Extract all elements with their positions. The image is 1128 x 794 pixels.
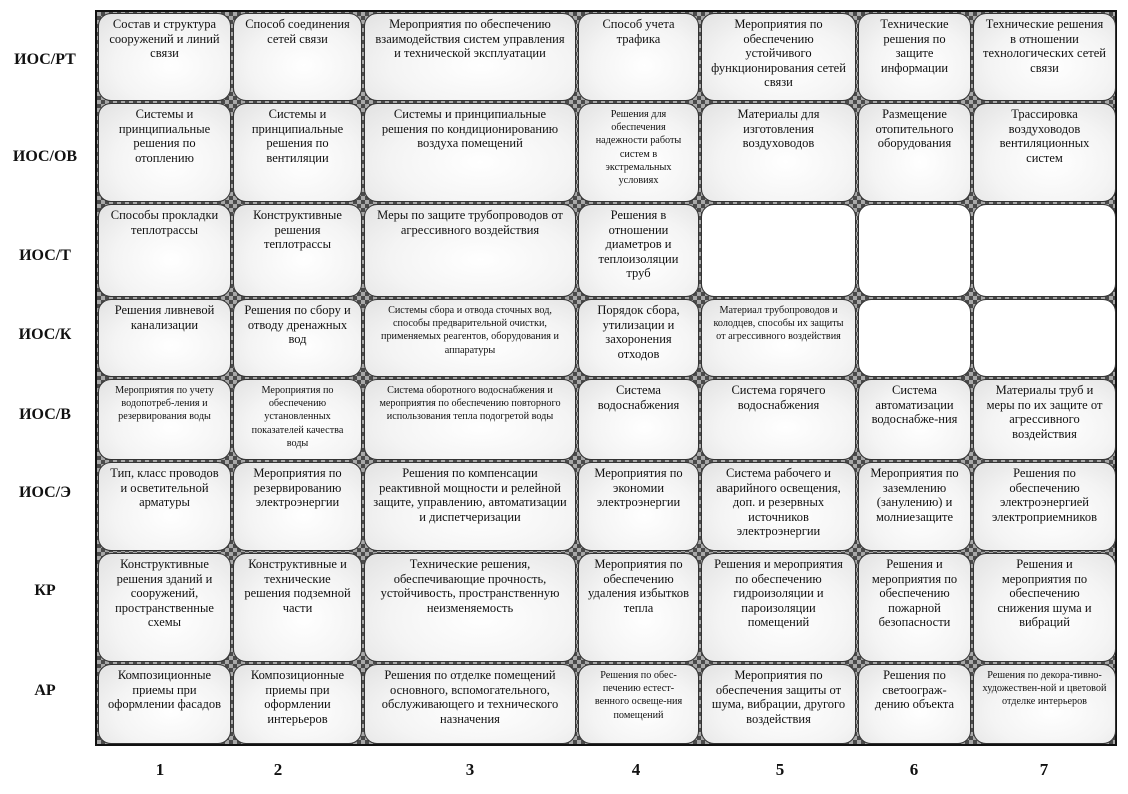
cell-text: Способ учета трафика: [602, 17, 675, 46]
matrix-cell: [578, 13, 699, 101]
matrix-cell: [858, 664, 971, 744]
matrix-cell: [858, 553, 971, 662]
cell-text: Решения по отделке помещений основного, вспомогательного, обслуживающего и технического назначения: [381, 668, 559, 726]
cell-text: Конструктивные решения зданий и сооружений, пространственные схемы: [115, 557, 214, 630]
column-label: 1: [155, 760, 165, 779]
cell-text: Решения по светоограж-дению объекта: [874, 668, 955, 712]
cell-text: Трассировка воздуховодов вентиляционных систем: [999, 107, 1090, 165]
matrix-cell: [858, 13, 971, 101]
matrix-cell: [578, 103, 699, 202]
matrix-cell: [364, 299, 576, 377]
matrix-cell: [701, 13, 856, 101]
cell-text: Способы прокладки теплотрассы: [110, 208, 219, 237]
cell-text: Решения по обеспечению электроэнергией электроприемников: [991, 466, 1097, 524]
cell-text: Система автоматизации водоснабже-ния: [871, 383, 958, 427]
matrix-cell: [578, 553, 699, 662]
matrix-cell: [973, 462, 1116, 551]
cell-text: Конструктивные решения теплотрассы: [253, 208, 342, 252]
cell-text: Технические решения по защите информации: [880, 17, 949, 75]
empty-matrix-cell: [701, 204, 856, 297]
column-label: 3: [465, 760, 475, 779]
matrix-cell: [98, 204, 231, 297]
empty-matrix-cell: [973, 204, 1116, 297]
column-label: 6: [909, 760, 919, 779]
cell-text: Решения для обеспечения надежности работы систем в экстремальных условиях: [595, 109, 682, 187]
cell-text: Система водоснабжения: [597, 383, 680, 412]
cell-text: Мероприятия по заземлению (занулению) и молниезащите: [870, 466, 959, 524]
cell-text: Материалы для изготовления воздуховодов: [737, 107, 820, 151]
cell-text: Мероприятия по обеспечению взаимодействия систем управления и технической эксплуатации: [375, 17, 565, 61]
column-label: 5: [775, 760, 785, 779]
cell-text: Система рабочего и аварийного освещения, доп. и резервных источников электроэнергии: [716, 466, 841, 539]
matrix-cell: [973, 13, 1116, 101]
matrix-cell: [364, 13, 576, 101]
cell-text: Решения и мероприятия по обеспечению снижения шума и вибраций: [997, 557, 1092, 630]
cell-text: Системы и принципиальные решения по кондиционированию воздуха помещений: [381, 107, 559, 151]
cell-text: Меры по защите трубопроводов от агрессивного воздействия: [377, 208, 563, 237]
matrix-cell: [98, 379, 231, 460]
matrix-cell: [973, 664, 1116, 744]
cell-text: Системы сбора и отвода сточных вод, способы предварительной очистки, применяемых реагентов, оборудования и аппаратуры: [381, 305, 559, 356]
cell-text: Решения ливневой канализации: [114, 303, 215, 332]
matrix-cell: [364, 664, 576, 744]
cell-text: Технические решения в отношении технологических сетей связи: [983, 17, 1106, 75]
cell-text: Мероприятия по обеспечению удаления избытков тепла: [588, 557, 689, 615]
cell-text: Мероприятия по обеспечению устойчивого функционирования сетей связи: [711, 17, 846, 90]
row-label: ИОС/В: [19, 406, 71, 423]
matrix-cell: [233, 664, 362, 744]
row-label: ИОС/РТ: [14, 51, 76, 68]
cell-text: Мероприятия по экономии электроэнергии: [594, 466, 683, 510]
cell-text: Композиционные приемы при оформлении интерьеров: [250, 668, 345, 726]
matrix-cell: [233, 13, 362, 101]
cell-text: Системы и принципиальные решения по вентиляции: [251, 107, 344, 165]
matrix-cell: [701, 379, 856, 460]
matrix-cell: [701, 462, 856, 551]
matrix-cell: [973, 379, 1116, 460]
matrix-cell: [364, 204, 576, 297]
cell-text: Мероприятия по обеспечения защиты от шума, вибрации, другого воздействия: [711, 668, 846, 726]
cell-text: Композиционные приемы при оформлении фасадов: [108, 668, 221, 712]
cell-text: Решения по компенсации реактивной мощности и релейной защите, управлению, автоматизации и диспетчеризации: [373, 466, 567, 524]
matrix-cell: [364, 462, 576, 551]
cell-text: Способ соединения сетей связи: [245, 17, 350, 46]
row-label: ИОС/Т: [19, 247, 71, 264]
matrix-cell: [98, 462, 231, 551]
matrix-cell: [701, 103, 856, 202]
cell-text: Системы и принципиальные решения по отоплению: [118, 107, 211, 165]
cell-text: Порядок сбора, утилизации и захоронения отходов: [597, 303, 680, 361]
matrix-cell: [98, 299, 231, 377]
empty-matrix-cell: [858, 204, 971, 297]
cell-text: Решения по сбору и отводу дренажных вод: [244, 303, 351, 347]
matrix-cell: [578, 664, 699, 744]
cell-text: Состав и структура сооружений и линий связи: [109, 17, 220, 61]
matrix-cell: [98, 553, 231, 662]
cell-text: Размещение отопительного оборудования: [875, 107, 954, 151]
cell-text: Решения в отношении диаметров и теплоизоляции труб: [598, 208, 679, 281]
cell-text: Мероприятия по обеспечению установленных показателей качества воды: [251, 385, 344, 449]
matrix-cell: [364, 553, 576, 662]
matrix-cell: [233, 379, 362, 460]
cell-text: Тип, класс проводов и осветительной арматуры: [110, 466, 219, 510]
matrix-cell: [578, 379, 699, 460]
matrix-cell: [858, 462, 971, 551]
matrix-cell: [233, 462, 362, 551]
matrix-cell: [233, 204, 362, 297]
matrix-cell: [973, 103, 1116, 202]
cell-text: Мероприятия по резервированию электроэнергии: [253, 466, 342, 510]
cell-text: Система горячего водоснабжения: [731, 383, 826, 412]
row-label: ИОС/Э: [19, 484, 71, 501]
matrix-cell: [701, 299, 856, 377]
matrix-cell: [858, 103, 971, 202]
matrix-cell: [973, 553, 1116, 662]
matrix-cell: [578, 204, 699, 297]
matrix-cell: [233, 553, 362, 662]
column-label: 4: [631, 760, 641, 779]
cell-text: Материал трубопроводов и колодцев, способы их защиты от агрессивного воздействия: [713, 305, 844, 343]
cell-text: Решения и мероприятия по обеспечению пожарной безопасности: [871, 557, 958, 630]
row-label: ИОС/ОВ: [12, 148, 78, 165]
row-label: ИОС/К: [18, 326, 72, 343]
matrix-cell: [364, 379, 576, 460]
cell-text: Решения и мероприятия по обеспечению гидроизоляции и пароизоляции помещений: [714, 557, 843, 630]
matrix-cell: [98, 103, 231, 202]
row-label: АР: [34, 682, 56, 699]
cell-text: Материалы труб и меры по их защите от агрессивного воздействия: [986, 383, 1103, 441]
matrix-cell: [701, 553, 856, 662]
column-label: 2: [273, 760, 283, 779]
column-label: 7: [1039, 760, 1049, 779]
matrix-cell: [578, 299, 699, 377]
cell-text: Система оборотного водоснабжения и мероприятия по обеспечению повторного использования тепла подогретой воды: [379, 385, 561, 423]
empty-matrix-cell: [858, 299, 971, 377]
matrix-cell: [858, 379, 971, 460]
matrix-cell: [578, 462, 699, 551]
matrix-cell: [233, 103, 362, 202]
matrix-cell: [233, 299, 362, 377]
matrix-cell: [98, 13, 231, 101]
matrix-cell: [98, 664, 231, 744]
cell-text: Решения по декора-тивно-художествен-ной и цветовой отделке интерьеров: [982, 670, 1107, 708]
cell-text: Решения по обес-печению естест-венного освеще-ния помещений: [594, 670, 683, 721]
empty-matrix-cell: [973, 299, 1116, 377]
matrix-cell: [701, 664, 856, 744]
cell-text: Мероприятия по учету водопотреб-ления и резервирования воды: [115, 385, 214, 423]
matrix-cell: [364, 103, 576, 202]
row-label: КР: [34, 582, 56, 599]
cell-text: Конструктивные и технические решения подземной части: [244, 557, 351, 615]
cell-text: Технические решения, обеспечивающие прочность, устойчивость, пространственную неизменяемость: [380, 557, 560, 615]
